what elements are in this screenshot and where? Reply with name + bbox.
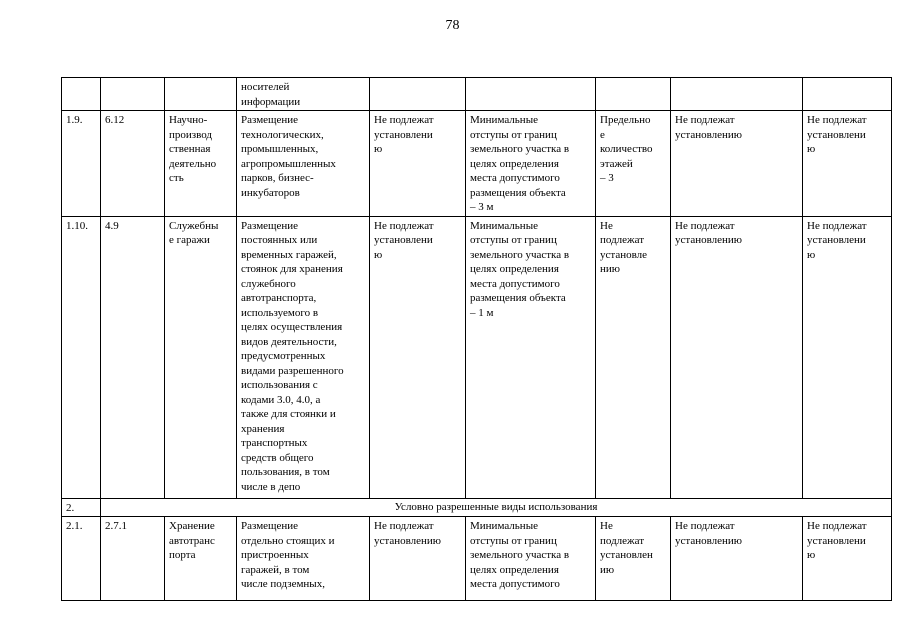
- cell-name: Служебны е гаражи: [165, 216, 237, 498]
- cell-code: 4.9: [101, 216, 165, 498]
- cell-plot-size: Не подлежат установлени ю: [370, 216, 466, 498]
- cell-num: [62, 78, 101, 111]
- cell-floors: Предельно е количество этажей – 3: [596, 111, 671, 217]
- table-row: [62, 517, 892, 601]
- cell-other: Не подлежат установлени ю: [803, 111, 892, 217]
- cell-description: носителей информации: [237, 78, 370, 111]
- table-row: [62, 216, 892, 498]
- land-use-regulations-table: [61, 77, 892, 601]
- cell-floors: Не подлежат установлен ию: [596, 517, 671, 601]
- cell-num: 2.1.: [62, 517, 101, 601]
- cell-name: [165, 78, 237, 111]
- cell-code: [101, 78, 165, 111]
- cell-setbacks: Минимальные отступы от границ земельного участка в целях определения места допустимого размещения объекта – 3 м: [466, 111, 596, 217]
- cell-name: Хранение автотранс порта: [165, 517, 237, 601]
- cell-code: 2.7.1: [101, 517, 165, 601]
- cell-plot-size: Не подлежат установлени ю: [370, 111, 466, 217]
- cell-other: [803, 78, 892, 111]
- cell-coverage: [671, 78, 803, 111]
- table-row-continued: [62, 78, 892, 111]
- table-row: [62, 111, 892, 217]
- cell-setbacks: Минимальные отступы от границ земельного участка в целях определения места допустимого: [466, 517, 596, 601]
- section-header-row: [62, 498, 892, 517]
- section-title: Условно разрешенные виды использования: [101, 498, 892, 517]
- cell-description: Размещение постоянных или временных гаражей, стоянок для хранения служебного автотранспорта, используемого в целях осуществления видов деятельности, предусмотренных видами разрешенного использования с кодами 3.0, 4.0, а также для стоянки и хранения транспортных средств общего пользования, в том числе в депо: [237, 216, 370, 498]
- cell-coverage: Не подлежат установлению: [671, 517, 803, 601]
- cell-num: 1.9.: [62, 111, 101, 217]
- cell-description: Размещение отдельно стоящих и пристроенных гаражей, в том числе подземных,: [237, 517, 370, 601]
- cell-setbacks: Минимальные отступы от границ земельного участка в целях определения места допустимого размещения объекта – 1 м: [466, 216, 596, 498]
- cell-floors: Не подлежат установле нию: [596, 216, 671, 498]
- cell-floors: [596, 78, 671, 111]
- page-number: 78: [445, 18, 460, 33]
- cell-plot-size: Не подлежат установлению: [370, 517, 466, 601]
- cell-code: 6.12: [101, 111, 165, 217]
- cell-plot-size: [370, 78, 466, 111]
- section-num: 2.: [62, 498, 101, 517]
- cell-description: Размещение технологических, промышленных, агропромышленных парков, бизнес- инкубаторов: [237, 111, 370, 217]
- cell-other: Не подлежат установлени ю: [803, 517, 892, 601]
- cell-coverage: Не подлежат установлению: [671, 111, 803, 217]
- cell-name: Научно- производ ственная деятельно сть: [165, 111, 237, 217]
- cell-num: 1.10.: [62, 216, 101, 498]
- cell-other: Не подлежат установлени ю: [803, 216, 892, 498]
- cell-setbacks: [466, 78, 596, 111]
- cell-coverage: Не подлежат установлению: [671, 216, 803, 498]
